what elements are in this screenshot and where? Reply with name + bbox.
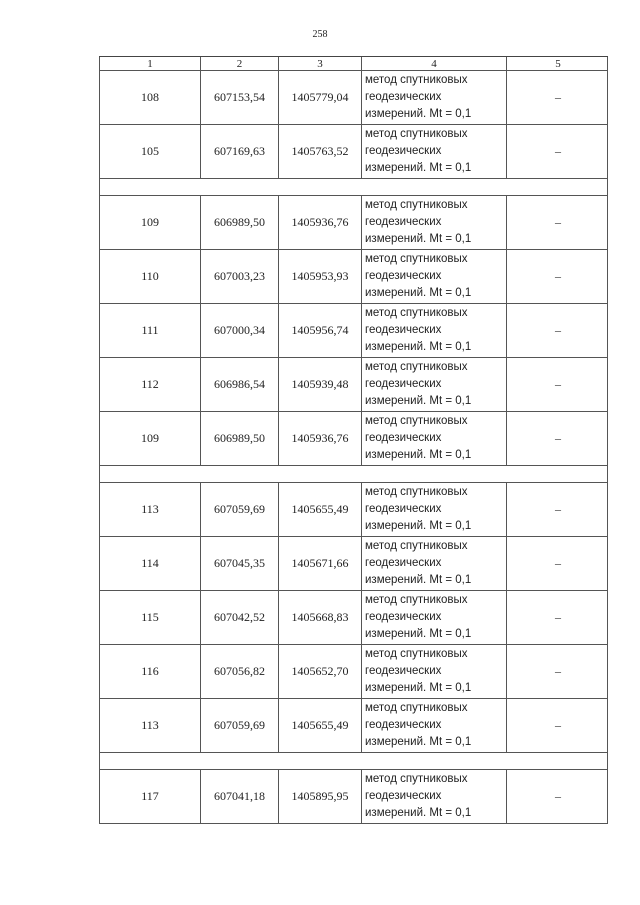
header-col-3: 3 bbox=[279, 57, 362, 70]
method-line-2: геодезических bbox=[365, 719, 442, 731]
point-number-cell: 113 bbox=[100, 483, 201, 536]
method-line-1: метод спутниковых bbox=[365, 307, 468, 319]
header-col-4: 4 bbox=[362, 57, 507, 70]
method-line-1: метод спутниковых bbox=[365, 415, 468, 427]
table-row bbox=[99, 591, 608, 645]
method-line-2: геодезических bbox=[365, 324, 442, 336]
method-description-cell bbox=[362, 71, 507, 124]
coord-x-cell: 607000,34 bbox=[201, 304, 279, 357]
method-line-2: геодезических bbox=[365, 216, 442, 228]
point-number-cell: 117 bbox=[100, 770, 201, 823]
point-number-cell: 108 bbox=[100, 71, 201, 124]
method-line-3: измерений. Mt = 0,1 bbox=[365, 162, 472, 174]
method-description-cell bbox=[362, 412, 507, 465]
method-line-2: геодезических bbox=[365, 145, 442, 157]
point-number-cell: 114 bbox=[100, 537, 201, 590]
method-line-1: метод спутниковых bbox=[365, 74, 468, 86]
method-line-2: геодезических bbox=[365, 503, 442, 515]
coord-y-cell: 1405936,76 bbox=[279, 412, 362, 465]
method-line-3: измерений. Mt = 0,1 bbox=[365, 233, 472, 245]
method-line-3: измерений. Mt = 0,1 bbox=[365, 341, 472, 353]
coord-x-cell: 607169,63 bbox=[201, 125, 279, 178]
point-number-cell: 110 bbox=[100, 250, 201, 303]
method-description-cell bbox=[362, 125, 507, 178]
method-description-cell bbox=[362, 196, 507, 249]
method-line-1: метод спутниковых bbox=[365, 594, 468, 606]
header-col-1: 1 bbox=[100, 57, 201, 70]
coord-x-cell: 606986,54 bbox=[201, 358, 279, 411]
method-description-cell bbox=[362, 591, 507, 644]
coord-y-cell: 1405936,76 bbox=[279, 196, 362, 249]
coord-x-cell: 607003,23 bbox=[201, 250, 279, 303]
group-separator-row bbox=[99, 466, 608, 483]
col5-value-cell: – bbox=[555, 502, 561, 516]
method-line-2: геодезических bbox=[365, 432, 442, 444]
col5-value-cell: – bbox=[555, 90, 561, 104]
point-number-cell: 113 bbox=[100, 699, 201, 752]
coordinates-table bbox=[99, 56, 608, 824]
col5-value-cell: – bbox=[555, 269, 561, 283]
method-line-3: измерений. Mt = 0,1 bbox=[365, 574, 472, 586]
method-line-2: геодезических bbox=[365, 611, 442, 623]
table-row bbox=[99, 304, 608, 358]
point-number-cell: 115 bbox=[100, 591, 201, 644]
col5-value-cell: – bbox=[555, 215, 561, 229]
coord-y-cell: 1405953,93 bbox=[279, 250, 362, 303]
method-line-1: метод спутниковых bbox=[365, 648, 468, 660]
method-line-1: метод спутниковых bbox=[365, 361, 468, 373]
point-number-cell: 112 bbox=[100, 358, 201, 411]
group-separator-row bbox=[99, 753, 608, 770]
table-row bbox=[99, 770, 608, 824]
col5-value-cell: – bbox=[555, 144, 561, 158]
method-line-2: геодезических bbox=[365, 790, 442, 802]
point-number-cell: 105 bbox=[100, 125, 201, 178]
table-row bbox=[99, 699, 608, 753]
coord-x-cell: 607059,69 bbox=[201, 483, 279, 536]
header-col-5: 5 bbox=[555, 57, 561, 70]
coord-y-cell: 1405895,95 bbox=[279, 770, 362, 823]
point-number-cell: 111 bbox=[100, 304, 201, 357]
method-line-1: метод спутниковых bbox=[365, 128, 468, 140]
method-line-1: метод спутниковых bbox=[365, 773, 468, 785]
point-number-cell: 116 bbox=[100, 645, 201, 698]
page-number: 258 bbox=[312, 29, 328, 40]
method-line-1: метод спутниковых bbox=[365, 253, 468, 265]
method-description-cell bbox=[362, 537, 507, 590]
coord-x-cell: 606989,50 bbox=[201, 412, 279, 465]
method-description-cell bbox=[362, 483, 507, 536]
coord-y-cell: 1405655,49 bbox=[279, 699, 362, 752]
table-row bbox=[99, 125, 608, 179]
method-line-3: измерений. Mt = 0,1 bbox=[365, 395, 472, 407]
coord-y-cell: 1405652,70 bbox=[279, 645, 362, 698]
point-number-cell: 109 bbox=[100, 196, 201, 249]
table-row bbox=[99, 250, 608, 304]
method-description-cell bbox=[362, 699, 507, 752]
coord-x-cell: 606989,50 bbox=[201, 196, 279, 249]
coord-y-cell: 1405668,83 bbox=[279, 591, 362, 644]
coord-x-cell: 607059,69 bbox=[201, 699, 279, 752]
table-row bbox=[99, 196, 608, 250]
coord-y-cell: 1405779,04 bbox=[279, 71, 362, 124]
method-line-2: геодезических bbox=[365, 665, 442, 677]
method-line-2: геодезических bbox=[365, 378, 442, 390]
method-line-1: метод спутниковых bbox=[365, 486, 468, 498]
method-description-cell bbox=[362, 304, 507, 357]
method-description-cell bbox=[362, 645, 507, 698]
coord-y-cell: 1405939,48 bbox=[279, 358, 362, 411]
col5-value-cell: – bbox=[555, 431, 561, 445]
table-row bbox=[99, 71, 608, 125]
col5-value-cell: – bbox=[555, 789, 561, 803]
method-line-3: измерений. Mt = 0,1 bbox=[365, 287, 472, 299]
method-line-2: геодезических bbox=[365, 557, 442, 569]
col5-value-cell: – bbox=[555, 718, 561, 732]
col5-value-cell: – bbox=[555, 610, 561, 624]
method-line-2: геодезических bbox=[365, 270, 442, 282]
table-row bbox=[99, 412, 608, 466]
coord-x-cell: 607153,54 bbox=[201, 71, 279, 124]
coord-x-cell: 607042,52 bbox=[201, 591, 279, 644]
coord-y-cell: 1405655,49 bbox=[279, 483, 362, 536]
coord-x-cell: 607041,18 bbox=[201, 770, 279, 823]
col5-value-cell: – bbox=[555, 556, 561, 570]
method-line-3: измерений. Mt = 0,1 bbox=[365, 736, 472, 748]
table-row bbox=[99, 645, 608, 699]
col5-value-cell: – bbox=[555, 377, 561, 391]
coord-x-cell: 607056,82 bbox=[201, 645, 279, 698]
coord-x-cell: 607045,35 bbox=[201, 537, 279, 590]
method-line-3: измерений. Mt = 0,1 bbox=[365, 682, 472, 694]
col5-value-cell: – bbox=[555, 323, 561, 337]
table-header-row bbox=[99, 57, 608, 71]
method-description-cell bbox=[362, 770, 507, 823]
method-line-3: измерений. Mt = 0,1 bbox=[365, 807, 472, 819]
method-line-3: измерений. Mt = 0,1 bbox=[365, 520, 472, 532]
method-line-1: метод спутниковых bbox=[365, 199, 468, 211]
coord-y-cell: 1405671,66 bbox=[279, 537, 362, 590]
method-line-1: метод спутниковых bbox=[365, 540, 468, 552]
method-line-3: измерений. Mt = 0,1 bbox=[365, 108, 472, 120]
method-description-cell bbox=[362, 250, 507, 303]
point-number-cell: 109 bbox=[100, 412, 201, 465]
table-row bbox=[99, 358, 608, 412]
method-line-1: метод спутниковых bbox=[365, 702, 468, 714]
coord-y-cell: 1405956,74 bbox=[279, 304, 362, 357]
group-separator-row bbox=[99, 179, 608, 196]
method-line-2: геодезических bbox=[365, 91, 442, 103]
header-col-2: 2 bbox=[201, 57, 279, 70]
coord-y-cell: 1405763,52 bbox=[279, 125, 362, 178]
table-row bbox=[99, 537, 608, 591]
method-description-cell bbox=[362, 358, 507, 411]
method-line-3: измерений. Mt = 0,1 bbox=[365, 449, 472, 461]
col5-value-cell: – bbox=[555, 664, 561, 678]
table-row bbox=[99, 483, 608, 537]
method-line-3: измерений. Mt = 0,1 bbox=[365, 628, 472, 640]
